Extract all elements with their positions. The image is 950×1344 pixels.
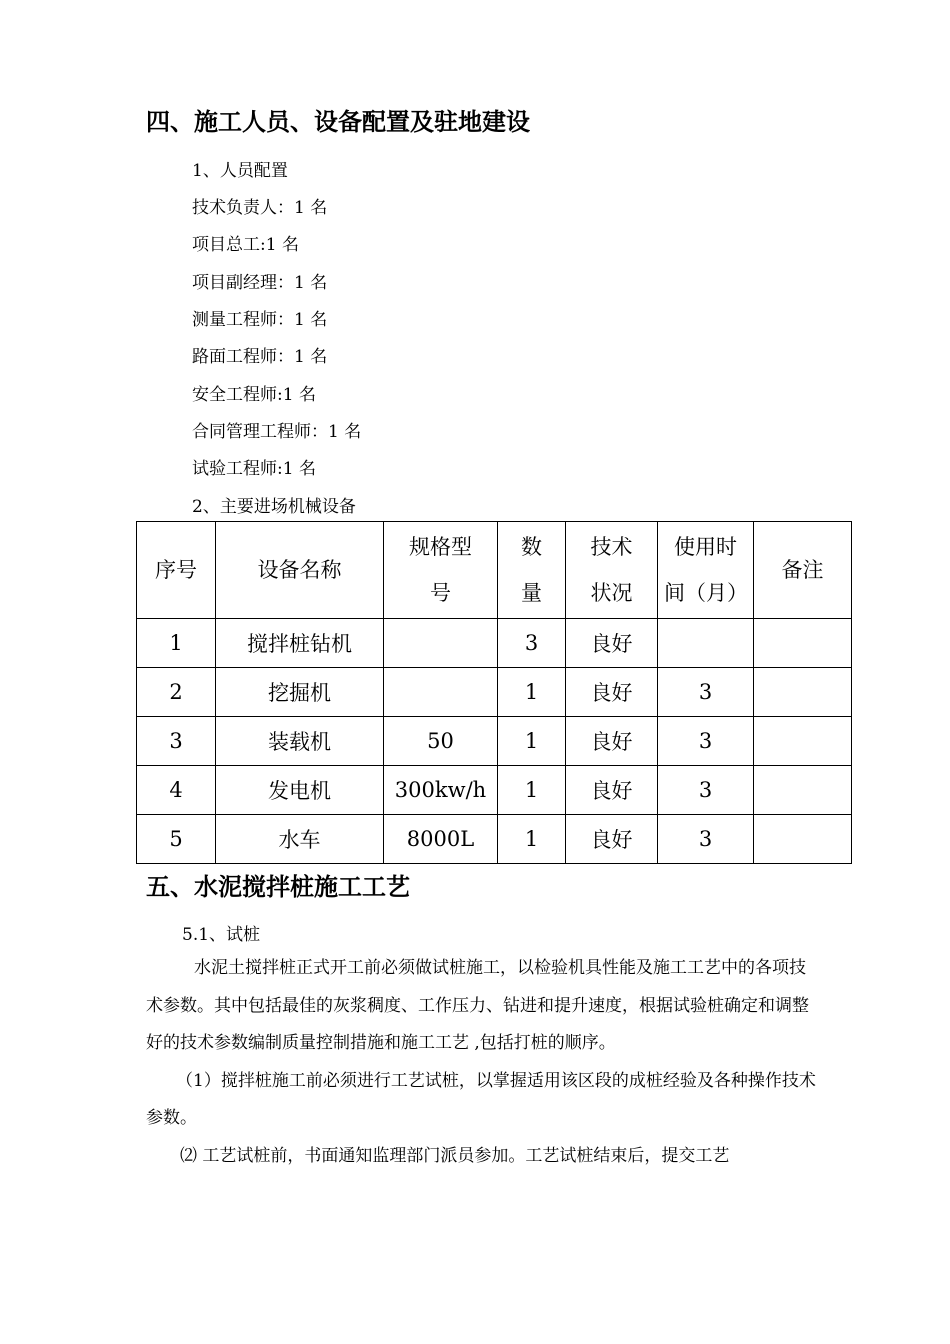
table-row: [137, 766, 852, 815]
table-cell: 挖掘机: [216, 668, 384, 717]
table-cell: [384, 619, 498, 668]
table-cell: 良好: [566, 668, 658, 717]
table-cell: 3: [658, 815, 754, 864]
table-row: [137, 619, 852, 668]
equipment-title: 2、主要进场机械设备: [192, 497, 356, 517]
table-cell: 良好: [566, 815, 658, 864]
table-cell: [754, 717, 852, 766]
table-cell: 良好: [566, 619, 658, 668]
table-row: [137, 815, 852, 864]
table-cell: 发电机: [216, 766, 384, 815]
staff-line: 测量工程师：1 名: [192, 310, 328, 330]
table-cell: 3: [658, 766, 754, 815]
staff-line: 项目副经理：1 名: [192, 273, 328, 293]
staff-line: 合同管理工程师：1 名: [192, 422, 362, 442]
table-cell: 1: [498, 668, 566, 717]
section-4-heading: 四、施工人员、设备配置及驻地建设: [146, 108, 530, 136]
paragraph: 水泥土搅拌桩正式开工前必须做试桩施工，以检验机具性能及施工工艺中的各项技术参数。其中包括最佳的灰浆稠度、工作压力、钻进和提升速度，根据试验桩确定和调整好的技术参数编制质量控制措施和施工工艺 ,包括打桩的顺序。: [146, 958, 809, 1053]
table-cell: 搅拌桩钻机: [216, 619, 384, 668]
table-cell: 2: [137, 668, 216, 717]
header-cell: 规格型号: [384, 522, 498, 619]
header-cell: 使用时间（月）: [658, 522, 754, 619]
table-cell: 3: [137, 717, 216, 766]
table-cell: 4: [137, 766, 216, 815]
staff-line: 安全工程师:1 名: [192, 385, 316, 405]
paragraph: （1）搅拌桩施工前必须进行工艺试桩，以掌握适用该区段的成桩经验及各种操作技术参数。: [146, 1070, 816, 1128]
table-cell: 5: [137, 815, 216, 864]
staff-line: 试验工程师:1 名: [192, 459, 316, 479]
table-cell: [384, 668, 498, 717]
header-cell: 备注: [754, 522, 852, 619]
header-cell: 设备名称: [216, 522, 384, 619]
table-cell: 1: [498, 766, 566, 815]
table-cell: 8000L: [384, 815, 498, 864]
table-cell: 3: [658, 668, 754, 717]
staff-config-title: 1、人员配置: [192, 161, 288, 181]
body-text: [146, 950, 822, 1175]
table-cell: 300kw/h: [384, 766, 498, 815]
header-cell: 数量: [498, 522, 566, 619]
trial-pile-subheading: 5.1、试桩: [182, 925, 261, 945]
section-5-heading: 五、水泥搅拌桩施工工艺: [146, 873, 410, 901]
table-cell: 1: [137, 619, 216, 668]
paragraph: ⑵ 工艺试桩前，书面通知监理部门派员参加。工艺试桩结束后，提交工艺: [180, 1145, 730, 1166]
table-row: [137, 717, 852, 766]
table-cell: 水车: [216, 815, 384, 864]
table-cell: 良好: [566, 717, 658, 766]
table-cell: 1: [498, 815, 566, 864]
header-cell: 序号: [137, 522, 216, 619]
equipment-table: [136, 521, 852, 864]
table-cell: [754, 668, 852, 717]
table-cell: 3: [658, 717, 754, 766]
staff-line: 技术负责人：1 名: [192, 198, 328, 218]
table-cell: 50: [384, 717, 498, 766]
header-cell: 技术状况: [566, 522, 658, 619]
table-cell: [754, 766, 852, 815]
table-cell: [754, 815, 852, 864]
table-cell: [658, 619, 754, 668]
staff-line: 路面工程师：1 名: [192, 347, 328, 367]
table-cell: 装载机: [216, 717, 384, 766]
staff-line: 项目总工:1 名: [192, 235, 299, 255]
table-cell: 良好: [566, 766, 658, 815]
table-cell: 3: [498, 619, 566, 668]
table-header-row: [137, 522, 852, 619]
table-cell: 1: [498, 717, 566, 766]
table-cell: [754, 619, 852, 668]
table-row: [137, 668, 852, 717]
